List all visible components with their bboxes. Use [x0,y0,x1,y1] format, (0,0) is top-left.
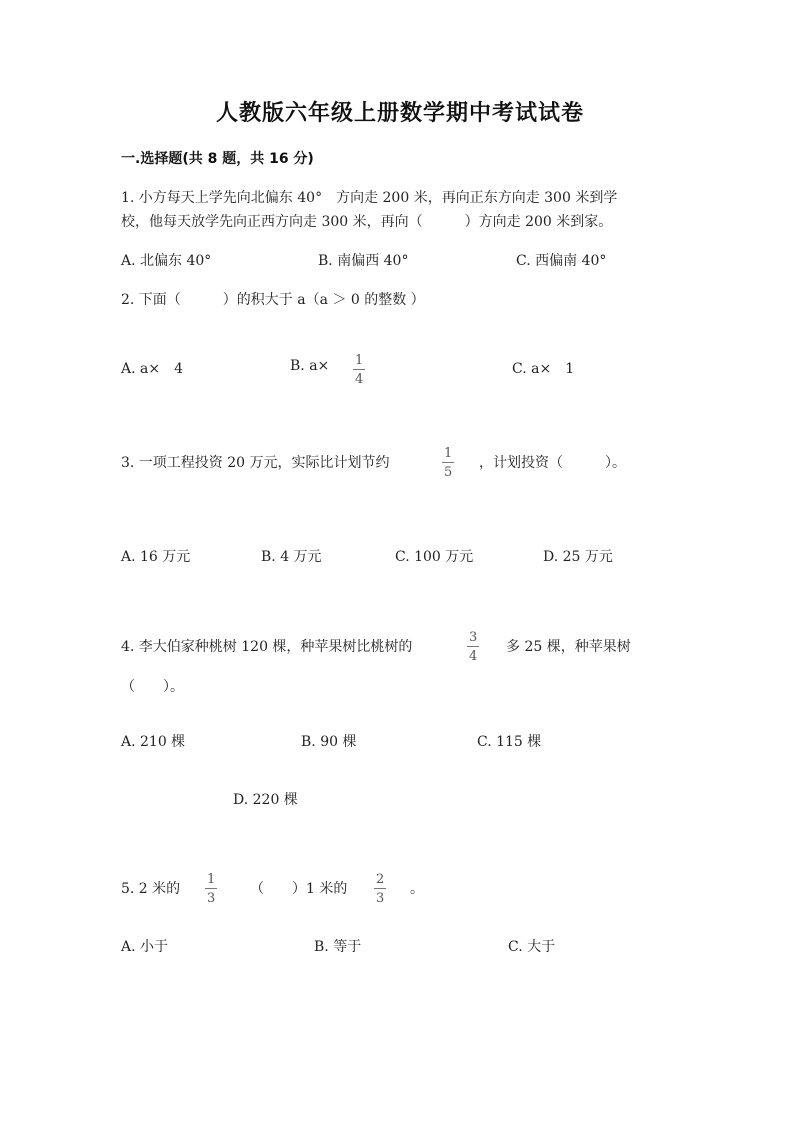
question-4-option-a: A. 210 棵 [121,734,186,750]
question-5-text-c: 。 [410,881,424,897]
question-4-line-2: （ ）。 [121,679,184,695]
question-4-text-b: 多 25 棵，种苹果树 [506,639,631,655]
fraction-numerator: 1 [444,446,453,461]
question-3-text-b: ，计划投资（ ）。 [479,455,626,471]
question-5-fraction-1 [205,873,217,905]
question-3-option-a: A. 16 万元 [121,549,191,565]
question-4-option-c: C. 115 棵 [477,734,542,750]
question-3-option-b: B. 4 万元 [261,549,322,565]
page-title: 人教版六年级上册数学期中考试试卷 [215,101,584,126]
question-5-text-b: （ ）1 米的 [250,881,348,897]
fraction-numerator: 3 [469,630,478,645]
fraction-denominator: 5 [444,465,453,480]
fraction-denominator: 3 [376,891,385,906]
question-2-option-c: C. a× 1 [512,361,575,377]
question-2-option-b: B. a× [290,358,330,374]
question-2-option-a: A. a× 4 [121,361,183,377]
question-4-option-d: D. 220 棵 [233,792,298,808]
fraction-denominator: 4 [355,372,364,387]
fraction-numerator: 1 [207,872,216,887]
fraction-denominator: 4 [469,649,478,664]
section-heading: 一.选择题(共 8 题，共 16 分) [121,151,314,167]
question-2-option-b-fraction [353,354,365,386]
question-1-line-2: 校，他每天放学先向正西方向走 300 米，再向（ ）方向走 200 米到家。 [121,214,613,230]
question-1-option-a: A. 北偏东 40° [121,253,212,269]
question-1-option-c: C. 西偏南 40° [516,253,607,269]
question-5-option-c: C. 大于 [508,939,556,955]
question-1-line-1: 1. 小方每天上学先向北偏东 40° 方向走 200 米，再向正东方向走 300 米到学 [121,190,618,206]
question-5-option-b: B. 等于 [314,939,362,955]
question-4-text-a: 4. 李大伯家种桃树 120 棵，种苹果树比桃树的 [121,639,413,655]
fraction-denominator: 3 [207,891,216,906]
question-4-fraction [467,631,479,663]
question-5-option-a: A. 小于 [121,939,169,955]
fraction-numerator: 1 [355,353,364,368]
question-4-option-b: B. 90 棵 [301,734,357,750]
question-5-fraction-2 [374,873,386,905]
question-3-text-a: 3. 一项工程投资 20 万元，实际比计划节约 [121,455,390,471]
question-5-text-a: 5. 2 米的 [121,881,181,897]
fraction-numerator: 2 [376,872,385,887]
question-3-fraction [442,447,454,479]
question-3-option-c: C. 100 万元 [395,549,474,565]
question-3-option-d: D. 25 万元 [543,549,613,565]
question-2-text: 2. 下面（ ）的积大于 a（a ＞ 0 的整数 ） [121,292,425,308]
question-1-option-b: B. 南偏西 40° [318,253,409,269]
